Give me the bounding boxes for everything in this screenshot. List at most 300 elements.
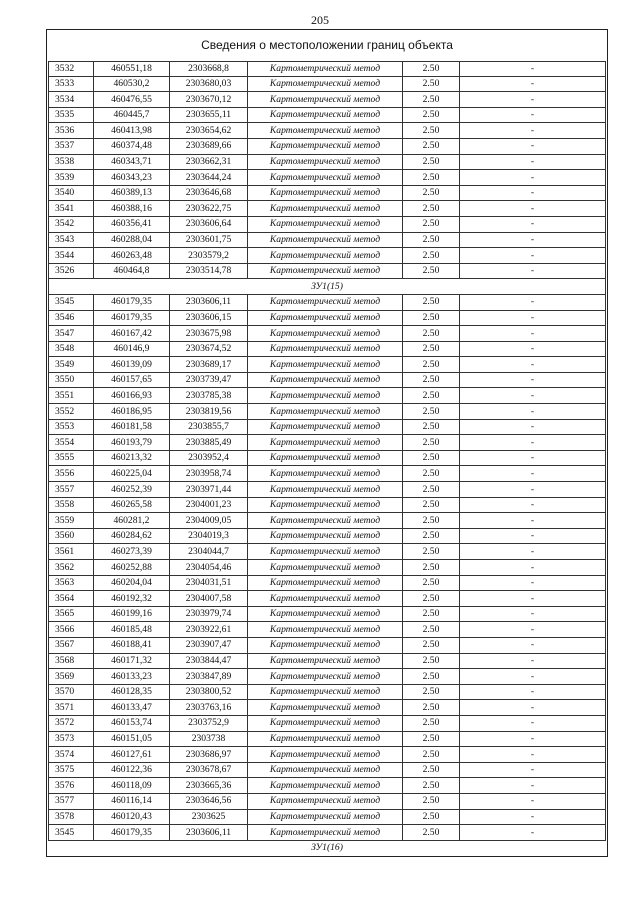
table-row <box>48 747 606 763</box>
description-cell: - <box>460 700 606 716</box>
point-number: 3532 <box>48 61 94 77</box>
accuracy-cell: 2.50 <box>403 217 460 233</box>
method-cell: Картометрический метод <box>248 654 403 670</box>
description-cell: - <box>460 373 606 389</box>
point-number: 3571 <box>48 700 94 716</box>
accuracy-cell: 2.50 <box>403 108 460 124</box>
table-row <box>48 576 606 592</box>
coordinate-x: 460133,23 <box>94 669 170 685</box>
coordinate-y: 2303670,12 <box>170 92 248 108</box>
accuracy-cell: 2.50 <box>403 155 460 171</box>
coordinate-y: 2303885,49 <box>170 435 248 451</box>
method-cell: Картометрический метод <box>248 732 403 748</box>
coordinate-x: 460343,23 <box>94 170 170 186</box>
point-number: 3533 <box>48 77 94 93</box>
coordinate-x: 460204,04 <box>94 576 170 592</box>
coordinate-x: 460157,65 <box>94 373 170 389</box>
coordinate-x: 460153,74 <box>94 716 170 732</box>
accuracy-cell: 2.50 <box>403 326 460 342</box>
method-cell: Картометрический метод <box>248 420 403 436</box>
accuracy-cell: 2.50 <box>403 763 460 779</box>
coordinate-x: 460127,61 <box>94 747 170 763</box>
point-number: 3554 <box>48 435 94 451</box>
coordinate-x: 460464,8 <box>94 264 170 280</box>
coordinate-x: 460179,35 <box>94 825 170 841</box>
method-cell: Картометрический метод <box>248 233 403 249</box>
coordinate-x: 460167,42 <box>94 326 170 342</box>
point-number: 3560 <box>48 529 94 545</box>
description-cell: - <box>460 139 606 155</box>
accuracy-cell: 2.50 <box>403 529 460 545</box>
description-cell: - <box>460 420 606 436</box>
description-cell: - <box>460 622 606 638</box>
coordinate-y: 2303646,56 <box>170 794 248 810</box>
coordinate-x: 460188,41 <box>94 638 170 654</box>
point-number: 3562 <box>48 560 94 576</box>
coordinate-x: 460213,32 <box>94 451 170 467</box>
table-row <box>48 404 606 420</box>
table-row <box>48 607 606 623</box>
point-number: 3556 <box>48 466 94 482</box>
coordinate-x: 460388,16 <box>94 201 170 217</box>
point-number: 3544 <box>48 248 94 264</box>
accuracy-cell: 2.50 <box>403 373 460 389</box>
description-cell: - <box>460 233 606 249</box>
method-cell: Картометрический метод <box>248 404 403 420</box>
description-cell: - <box>460 311 606 327</box>
point-number: 3574 <box>48 747 94 763</box>
section-label: ЗУ1(15) <box>48 279 606 295</box>
coordinate-y: 2303665,36 <box>170 778 248 794</box>
description-cell: - <box>460 357 606 373</box>
method-cell: Картометрический метод <box>248 186 403 202</box>
accuracy-cell: 2.50 <box>403 342 460 358</box>
accuracy-cell: 2.50 <box>403 747 460 763</box>
description-cell: - <box>460 560 606 576</box>
description-cell: - <box>460 435 606 451</box>
coordinate-x: 460192,32 <box>94 591 170 607</box>
coordinate-y: 2303855,7 <box>170 420 248 436</box>
accuracy-cell: 2.50 <box>403 186 460 202</box>
description-cell: - <box>460 201 606 217</box>
table-row <box>48 654 606 670</box>
table-row <box>48 700 606 716</box>
coordinate-y: 2303752,9 <box>170 716 248 732</box>
table-row <box>48 92 606 108</box>
method-cell: Картометрический метод <box>248 77 403 93</box>
description-cell: - <box>460 326 606 342</box>
description-cell: - <box>460 342 606 358</box>
accuracy-cell: 2.50 <box>403 794 460 810</box>
accuracy-cell: 2.50 <box>403 654 460 670</box>
table-row <box>48 342 606 358</box>
table-row <box>48 513 606 529</box>
coordinate-y: 2303625 <box>170 810 248 826</box>
table-row <box>48 123 606 139</box>
method-cell: Картометрический метод <box>248 576 403 592</box>
table-row <box>48 61 606 77</box>
table-row <box>48 498 606 514</box>
coordinate-y: 2303686,97 <box>170 747 248 763</box>
accuracy-cell: 2.50 <box>403 622 460 638</box>
method-cell: Картометрический метод <box>248 295 403 311</box>
coordinate-y: 2303601,75 <box>170 233 248 249</box>
table-row <box>48 201 606 217</box>
accuracy-cell: 2.50 <box>403 669 460 685</box>
coordinate-x: 460265,58 <box>94 498 170 514</box>
method-cell: Картометрический метод <box>248 763 403 779</box>
description-cell: - <box>460 576 606 592</box>
page-number: 205 <box>311 13 329 27</box>
accuracy-cell: 2.50 <box>403 123 460 139</box>
description-cell: - <box>460 92 606 108</box>
method-cell: Картометрический метод <box>248 700 403 716</box>
table-row <box>48 622 606 638</box>
table-row <box>48 233 606 249</box>
point-number: 3555 <box>48 451 94 467</box>
method-cell: Картометрический метод <box>248 373 403 389</box>
method-cell: Картометрический метод <box>248 513 403 529</box>
coordinate-y: 2303738 <box>170 732 248 748</box>
method-cell: Картометрический метод <box>248 342 403 358</box>
point-number: 3548 <box>48 342 94 358</box>
point-number: 3566 <box>48 622 94 638</box>
coordinate-x: 460389,13 <box>94 186 170 202</box>
table-row <box>48 186 606 202</box>
point-number: 3541 <box>48 201 94 217</box>
description-cell: - <box>460 825 606 841</box>
table-row <box>48 139 606 155</box>
coordinate-y: 2303847,89 <box>170 669 248 685</box>
accuracy-cell: 2.50 <box>403 170 460 186</box>
table-row <box>48 778 606 794</box>
method-cell: Картометрический метод <box>248 544 403 560</box>
method-cell: Картометрический метод <box>248 217 403 233</box>
method-cell: Картометрический метод <box>248 716 403 732</box>
method-cell: Картометрический метод <box>248 248 403 264</box>
point-number: 3564 <box>48 591 94 607</box>
description-cell: - <box>460 123 606 139</box>
coordinate-x: 460413,98 <box>94 123 170 139</box>
method-cell: Картометрический метод <box>248 560 403 576</box>
accuracy-cell: 2.50 <box>403 420 460 436</box>
accuracy-cell: 2.50 <box>403 311 460 327</box>
table-row <box>48 155 606 171</box>
description-cell: - <box>460 810 606 826</box>
description-cell: - <box>460 607 606 623</box>
point-number: 3552 <box>48 404 94 420</box>
accuracy-cell: 2.50 <box>403 513 460 529</box>
description-cell: - <box>460 186 606 202</box>
method-cell: Картометрический метод <box>248 622 403 638</box>
coordinate-y: 2304001,23 <box>170 498 248 514</box>
point-number: 3565 <box>48 607 94 623</box>
coordinate-x: 460139,09 <box>94 357 170 373</box>
coordinate-x: 460146,9 <box>94 342 170 358</box>
coordinate-y: 2303668,8 <box>170 61 248 77</box>
method-cell: Картометрический метод <box>248 108 403 124</box>
table-row <box>48 311 606 327</box>
accuracy-cell: 2.50 <box>403 248 460 264</box>
method-cell: Картометрический метод <box>248 326 403 342</box>
method-cell: Картометрический метод <box>248 685 403 701</box>
point-number: 3526 <box>48 264 94 280</box>
table-row <box>48 763 606 779</box>
accuracy-cell: 2.50 <box>403 498 460 514</box>
description-cell: - <box>460 591 606 607</box>
accuracy-cell: 2.50 <box>403 482 460 498</box>
point-number: 3545 <box>48 825 94 841</box>
section-label-footer: ЗУ1(16) <box>311 842 343 853</box>
point-number: 3563 <box>48 576 94 592</box>
coordinate-x: 460374,48 <box>94 139 170 155</box>
point-number: 3561 <box>48 544 94 560</box>
coordinate-x: 460273,39 <box>94 544 170 560</box>
coordinate-x: 460181,58 <box>94 420 170 436</box>
table-row <box>48 77 606 93</box>
method-cell: Картометрический метод <box>248 451 403 467</box>
table-row <box>48 529 606 545</box>
method-cell: Картометрический метод <box>248 529 403 545</box>
description-cell: - <box>460 108 606 124</box>
description-cell: - <box>460 498 606 514</box>
coordinate-x: 460551,18 <box>94 61 170 77</box>
method-cell: Картометрический метод <box>248 435 403 451</box>
accuracy-cell: 2.50 <box>403 607 460 623</box>
accuracy-cell: 2.50 <box>403 233 460 249</box>
point-number: 3576 <box>48 778 94 794</box>
description-cell: - <box>460 763 606 779</box>
point-number: 3534 <box>48 92 94 108</box>
method-cell: Картометрический метод <box>248 747 403 763</box>
accuracy-cell: 2.50 <box>403 61 460 77</box>
method-cell: Картометрический метод <box>248 61 403 77</box>
method-cell: Картометрический метод <box>248 139 403 155</box>
table-row <box>48 217 606 233</box>
coordinate-x: 460530,2 <box>94 77 170 93</box>
coordinate-y: 2303785,38 <box>170 388 248 404</box>
coordinate-x: 460118,09 <box>94 778 170 794</box>
table-row <box>48 810 606 826</box>
coordinate-y: 2303739,47 <box>170 373 248 389</box>
method-cell: Картометрический метод <box>248 264 403 280</box>
accuracy-cell: 2.50 <box>403 435 460 451</box>
coordinate-y: 2303655,11 <box>170 108 248 124</box>
coordinate-y: 2303579,2 <box>170 248 248 264</box>
coordinate-y: 2303800,52 <box>170 685 248 701</box>
description-cell: - <box>460 654 606 670</box>
method-cell: Картометрический метод <box>248 311 403 327</box>
accuracy-cell: 2.50 <box>403 778 460 794</box>
description-cell: - <box>460 747 606 763</box>
point-number: 3567 <box>48 638 94 654</box>
point-number: 3559 <box>48 513 94 529</box>
coordinate-x: 460284,62 <box>94 529 170 545</box>
coordinate-x: 460252,39 <box>94 482 170 498</box>
accuracy-cell: 2.50 <box>403 357 460 373</box>
method-cell: Картометрический метод <box>248 201 403 217</box>
point-number: 3553 <box>48 420 94 436</box>
table-row <box>48 388 606 404</box>
point-number: 3573 <box>48 732 94 748</box>
description-cell: - <box>460 217 606 233</box>
accuracy-cell: 2.50 <box>403 404 460 420</box>
accuracy-cell: 2.50 <box>403 92 460 108</box>
coordinate-y: 2303606,64 <box>170 217 248 233</box>
accuracy-cell: 2.50 <box>403 732 460 748</box>
table-row <box>48 170 606 186</box>
description-cell: - <box>460 295 606 311</box>
coordinate-x: 460128,35 <box>94 685 170 701</box>
coordinate-y: 2304009,05 <box>170 513 248 529</box>
description-cell: - <box>460 544 606 560</box>
coordinate-x: 460225,04 <box>94 466 170 482</box>
method-cell: Картометрический метод <box>248 591 403 607</box>
coordinate-y: 2303622,75 <box>170 201 248 217</box>
table-row <box>48 591 606 607</box>
point-number: 3557 <box>48 482 94 498</box>
accuracy-cell: 2.50 <box>403 388 460 404</box>
point-number: 3543 <box>48 233 94 249</box>
table-row <box>48 716 606 732</box>
coordinate-x: 460199,16 <box>94 607 170 623</box>
table-row <box>48 544 606 560</box>
table-row <box>48 451 606 467</box>
table-row <box>48 732 606 748</box>
table-row <box>48 357 606 373</box>
accuracy-cell: 2.50 <box>403 825 460 841</box>
coordinate-y: 2303971,44 <box>170 482 248 498</box>
coordinate-y: 2303689,17 <box>170 357 248 373</box>
description-cell: - <box>460 451 606 467</box>
point-number: 3572 <box>48 716 94 732</box>
point-number: 3540 <box>48 186 94 202</box>
point-number: 3575 <box>48 763 94 779</box>
coordinate-x: 460252,88 <box>94 560 170 576</box>
description-cell: - <box>460 77 606 93</box>
point-number: 3547 <box>48 326 94 342</box>
coordinate-x: 460356,41 <box>94 217 170 233</box>
method-cell: Картометрический метод <box>248 92 403 108</box>
coordinate-x: 460193,79 <box>94 435 170 451</box>
coordinate-x: 460122,36 <box>94 763 170 779</box>
description-cell: - <box>460 669 606 685</box>
point-number: 3538 <box>48 155 94 171</box>
table-row <box>48 482 606 498</box>
description-cell: - <box>460 264 606 280</box>
table-row <box>48 326 606 342</box>
boundary-table-frame <box>46 29 608 857</box>
coordinate-x: 460179,35 <box>94 311 170 327</box>
coordinate-x: 460185,48 <box>94 622 170 638</box>
coordinate-y: 2303922,61 <box>170 622 248 638</box>
coordinate-y: 2304054,46 <box>170 560 248 576</box>
table-row <box>48 435 606 451</box>
method-cell: Картометрический метод <box>248 498 403 514</box>
accuracy-cell: 2.50 <box>403 591 460 607</box>
coordinate-y: 2303763,16 <box>170 700 248 716</box>
description-cell: - <box>460 778 606 794</box>
description-cell: - <box>460 170 606 186</box>
table-row <box>48 248 606 264</box>
method-cell: Картометрический метод <box>248 778 403 794</box>
point-number: 3537 <box>48 139 94 155</box>
method-cell: Картометрический метод <box>248 123 403 139</box>
description-cell: - <box>460 794 606 810</box>
coordinate-x: 460133,47 <box>94 700 170 716</box>
method-cell: Картометрический метод <box>248 482 403 498</box>
accuracy-cell: 2.50 <box>403 295 460 311</box>
coordinate-y: 2303979,74 <box>170 607 248 623</box>
coordinate-y: 2303675,98 <box>170 326 248 342</box>
point-number: 3545 <box>48 295 94 311</box>
coordinate-x: 460120,43 <box>94 810 170 826</box>
coordinate-x: 460343,71 <box>94 155 170 171</box>
accuracy-cell: 2.50 <box>403 77 460 93</box>
accuracy-cell: 2.50 <box>403 139 460 155</box>
coordinate-y: 2303958,74 <box>170 466 248 482</box>
point-number: 3549 <box>48 357 94 373</box>
coordinate-y: 2303654,62 <box>170 123 248 139</box>
method-cell: Картометрический метод <box>248 388 403 404</box>
coordinate-y: 2304044,7 <box>170 544 248 560</box>
method-cell: Картометрический метод <box>248 810 403 826</box>
method-cell: Картометрический метод <box>248 607 403 623</box>
method-cell: Картометрический метод <box>248 155 403 171</box>
coordinate-y: 2304019,3 <box>170 529 248 545</box>
accuracy-cell: 2.50 <box>403 716 460 732</box>
coordinate-y: 2304007,58 <box>170 591 248 607</box>
coordinate-y: 2303606,15 <box>170 311 248 327</box>
coordinate-x: 460171,32 <box>94 654 170 670</box>
method-cell: Картометрический метод <box>248 794 403 810</box>
description-cell: - <box>460 685 606 701</box>
table-row <box>48 669 606 685</box>
point-number: 3578 <box>48 810 94 826</box>
coordinate-x: 460263,48 <box>94 248 170 264</box>
coordinate-y: 2304031,51 <box>170 576 248 592</box>
accuracy-cell: 2.50 <box>403 576 460 592</box>
coordinate-y: 2303819,56 <box>170 404 248 420</box>
description-cell: - <box>460 388 606 404</box>
accuracy-cell: 2.50 <box>403 466 460 482</box>
point-number: 3539 <box>48 170 94 186</box>
description-cell: - <box>460 529 606 545</box>
table-row <box>48 825 606 841</box>
accuracy-cell: 2.50 <box>403 201 460 217</box>
point-number: 3542 <box>48 217 94 233</box>
table-row <box>48 295 606 311</box>
table-row <box>48 638 606 654</box>
coordinate-y: 2303907,47 <box>170 638 248 654</box>
coordinate-y: 2303689,66 <box>170 139 248 155</box>
point-number: 3550 <box>48 373 94 389</box>
point-number: 3569 <box>48 669 94 685</box>
coordinate-x: 460166,93 <box>94 388 170 404</box>
table-row <box>48 373 606 389</box>
coordinate-x: 460116,14 <box>94 794 170 810</box>
method-cell: Картометрический метод <box>248 170 403 186</box>
coordinate-y: 2303514,78 <box>170 264 248 280</box>
table-row <box>48 420 606 436</box>
coordinate-x: 460445,7 <box>94 108 170 124</box>
point-number: 3551 <box>48 388 94 404</box>
point-number: 3568 <box>48 654 94 670</box>
description-cell: - <box>460 466 606 482</box>
point-number: 3536 <box>48 123 94 139</box>
description-cell: - <box>460 61 606 77</box>
description-cell: - <box>460 716 606 732</box>
